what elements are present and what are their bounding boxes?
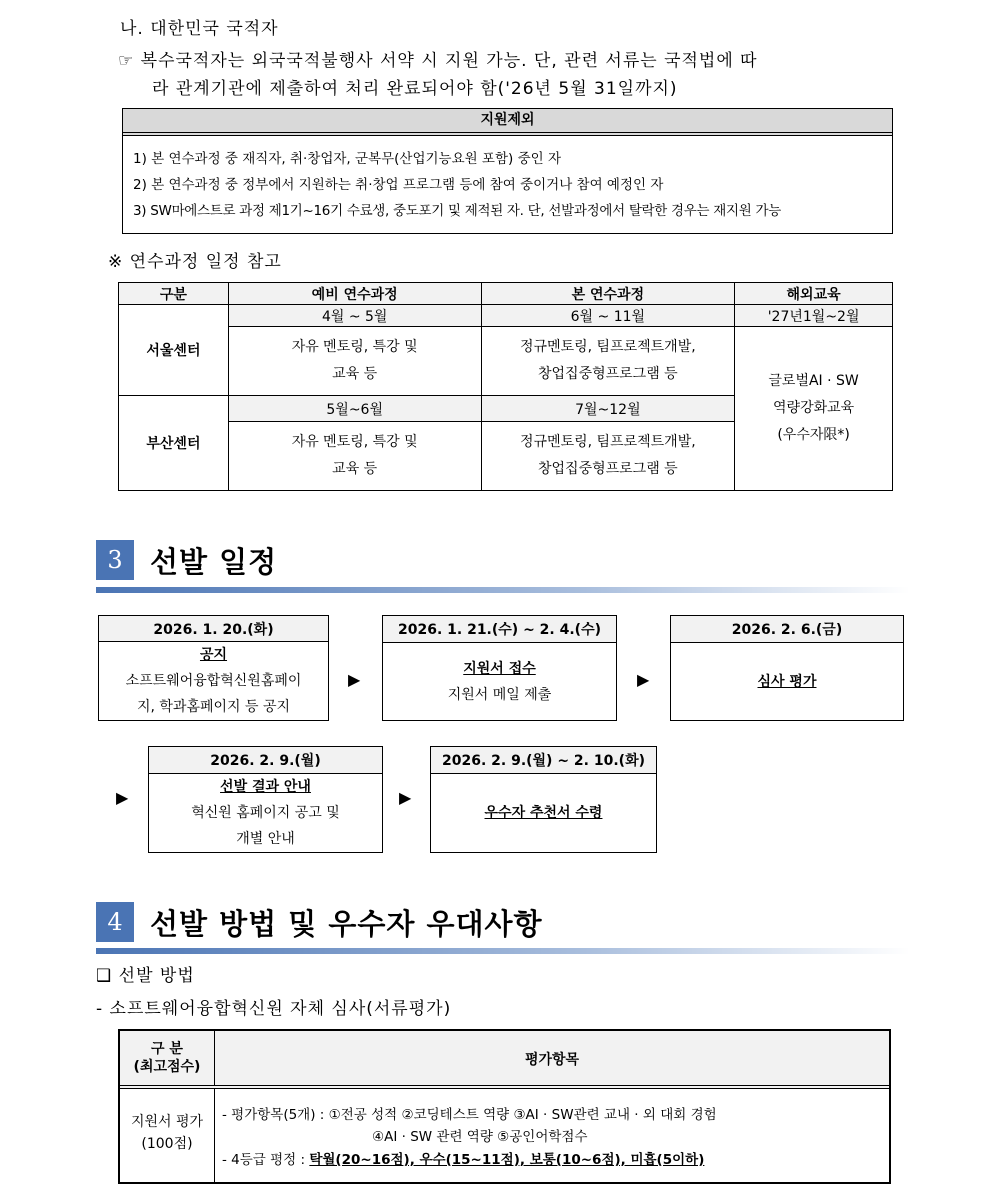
schedule-caption: ※ 연수과정 일정 참고: [108, 252, 282, 272]
schedule-step: [148, 746, 383, 853]
schedule-step: [98, 615, 329, 721]
eval-line: - 4등급 평정 : 탁월(20~16점), 우수(15~11점), 보통(10~6점), 미흡(5이하): [222, 1152, 705, 1168]
section-divider: [96, 587, 910, 593]
exclusion-item: 1) 본 연수과정 중 재직자, 취·창업자, 군복무(산업기능요원 포함) 중인 자: [133, 151, 561, 167]
col-header: 구분: [119, 283, 229, 305]
desc-cell: 정규멘토링, 팀프로젝트개발, 창업집중형프로그램 등: [481, 327, 735, 396]
note-text: 복수국적자는 외국국적불행사 서약 시 지원 가능. 단, 관련 서류는 국적법에 따: [140, 51, 758, 71]
schedule-step: [382, 615, 617, 721]
desc-cell: 정규멘토링, 팀프로젝트개발, 창업집중형프로그램 등: [481, 422, 735, 491]
course-schedule-table: [118, 282, 893, 491]
step-date: 2026. 2. 9.(월): [149, 747, 382, 774]
period-cell: 4월 ~ 5월: [228, 305, 481, 327]
method-text: - 소프트웨어융합혁신원 자체 심사(서류평가): [96, 999, 452, 1019]
step-date: 2026. 1. 21.(수) ~ 2. 4.(수): [383, 616, 616, 643]
period-cell: '27년1월~2월: [735, 305, 893, 327]
row-header-seoul: 서울센터: [119, 305, 229, 396]
period-cell: 6월 ~ 11월: [481, 305, 735, 327]
col-header: 해외교육: [735, 283, 893, 305]
eval-header-category: 구 분 (최고점수): [133, 1041, 201, 1075]
section-number-badge: 3: [96, 540, 134, 580]
step-date: 2026. 2. 6.(금): [671, 616, 903, 643]
section-number-badge: 4: [96, 902, 134, 942]
step-desc: 지원서 메일 제출: [447, 686, 552, 703]
note-line-2: 라 관계기관에 제출하여 처리 완료되어야 함('26년 5월 31일까지): [152, 79, 678, 99]
arrow-right-icon: ▶: [399, 788, 412, 807]
step-title: 우수자 추천서 수령: [484, 805, 603, 821]
step-title: 공지: [199, 647, 228, 663]
exclusion-item: 2) 본 연수과정 중 정부에서 지원하는 취·창업 프로그램 등에 참여 중이거나 참여 예정인 자: [133, 177, 664, 193]
sub-heading: [96, 961, 195, 986]
section-divider: [96, 948, 910, 954]
step-desc: 개별 안내: [236, 831, 295, 847]
arrow-right-icon: ▶: [348, 670, 361, 689]
section-title: 선발 방법 및 우수자 우대사항: [150, 907, 543, 941]
step-desc: 소프트웨어융합혁신원홈페이: [125, 673, 302, 689]
eval-header-items: 평가항목: [524, 1052, 580, 1068]
col-header: 본 연수과정: [481, 283, 735, 305]
section-title: 선발 일정: [150, 545, 278, 579]
arrow-right-icon: ▶: [116, 788, 129, 807]
schedule-step: [430, 746, 657, 853]
eval-row-label: 지원서 평가 (100점): [130, 1114, 204, 1152]
step-desc: 혁신원 홈페이지 공고 및: [191, 805, 340, 821]
step-title: 지원서 접수: [463, 660, 536, 677]
schedule-step: [670, 615, 904, 721]
step-desc: 지, 학과홈페이지 등 공지: [136, 699, 291, 715]
note-line-1: [118, 46, 758, 71]
eligibility-heading: 나. 대한민국 국적자: [120, 19, 279, 39]
period-cell: 7월~12월: [481, 396, 735, 422]
period-cell: 5월~6월: [228, 396, 481, 422]
step-title: 심사 평가: [757, 673, 817, 690]
evaluation-table: [118, 1029, 891, 1184]
eval-line: - 평가항목(5개) : ①전공 성적 ②코딩테스트 역량 ③AI · SW관련 교내 · 외 대회 경험: [222, 1107, 717, 1123]
grade-scale: 탁월(20~16점), 우수(15~11점), 보통(10~6점), 미흡(5이하): [309, 1152, 705, 1168]
checkbox-bullet-icon: ❑: [96, 966, 113, 986]
row-header-busan: 부산센터: [119, 396, 229, 491]
arrow-right-icon: ▶: [637, 670, 650, 689]
pointing-hand-icon: ☞: [118, 51, 135, 71]
desc-cell: 자유 멘토링, 특강 및 교육 등: [228, 422, 481, 491]
exclusion-box: [122, 108, 893, 234]
exclusion-title: 지원제외: [123, 109, 892, 136]
desc-cell: 자유 멘토링, 특강 및 교육 등: [228, 327, 481, 396]
sub-heading-text: 선발 방법: [118, 966, 195, 986]
col-header: 예비 연수과정: [228, 283, 481, 305]
eval-line: ④AI · SW 관련 역량 ⑤공인어학점수: [372, 1129, 588, 1145]
overseas-desc-cell: 글로벌AI · SW 역량강화교육 (우수자限*): [735, 327, 893, 491]
step-date: 2026. 1. 20.(화): [99, 616, 328, 642]
step-title: 선발 결과 안내: [220, 779, 311, 795]
exclusion-item: 3) SW마에스트로 과정 제1기~16기 수료생, 중도포기 및 제적된 자. 단, 선발과정에서 탈락한 경우는 재지원 가능: [133, 203, 781, 219]
step-date: 2026. 2. 9.(월) ~ 2. 10.(화): [431, 747, 656, 774]
